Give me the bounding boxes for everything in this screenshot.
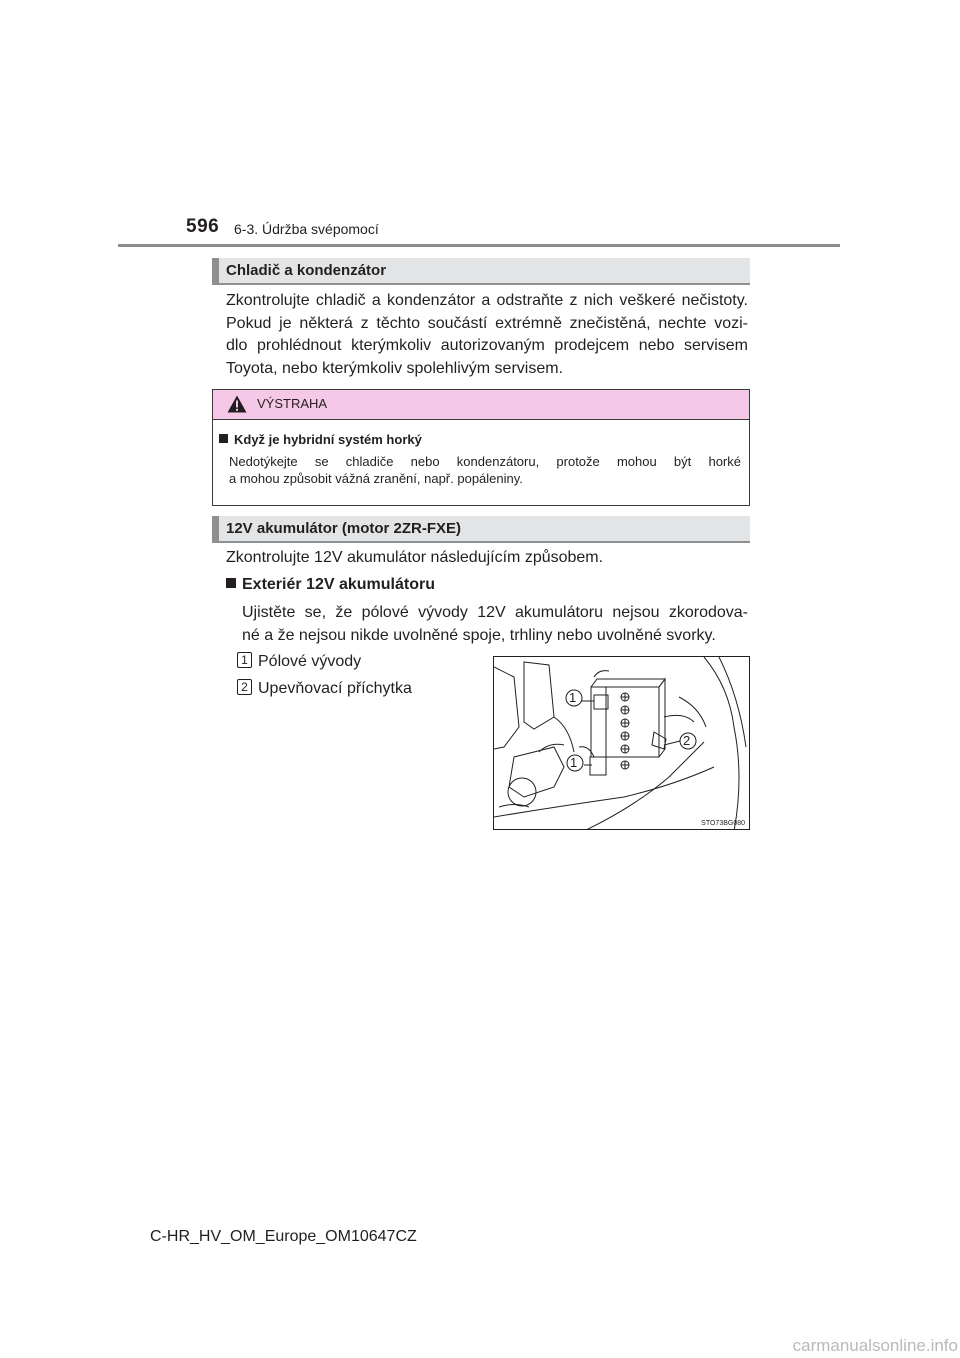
engine-bay-drawing — [494, 657, 750, 830]
legend-item — [237, 652, 361, 671]
section-bar-marker — [212, 516, 219, 541]
paragraph-line: Zkontrolujte chladič a kondenzátor a odstraňte z nich veškeré nečistoty. — [226, 292, 748, 309]
warning-line: a mohou způsobit vážná zranění, např. popáleniny. — [229, 471, 523, 486]
section-heading: 12V akumulátor (motor 2ZR-FXE) — [226, 520, 462, 537]
battery-intro: Zkontrolujte 12V akumulátor následujícím způsobem. — [226, 549, 604, 566]
number-1-icon: 1 — [237, 652, 252, 668]
paragraph-line: Ujistěte se, že pólové vývody 12V akumulátoru nejsou zkorodova- — [242, 604, 748, 621]
paragraph-line: Pokud je některá z těchto součástí extrémně znečistěná, nechte vozi- — [226, 314, 748, 332]
warning-heading — [219, 432, 422, 447]
callout-number-2: 2 — [683, 733, 691, 748]
radiator-paragraph — [226, 290, 748, 380]
subheading-text: Exteriér 12V akumulátoru — [242, 576, 435, 593]
section-heading: Chladič a kondenzátor — [226, 262, 387, 279]
section-bar-radiator — [212, 258, 750, 285]
square-bullet-icon — [226, 578, 236, 588]
warning-text — [229, 453, 741, 487]
paragraph-line: Toyota, nebo kterýmkoliv spolehlivým servisem. — [226, 359, 564, 377]
warning-triangle-icon — [227, 395, 247, 413]
paragraph-line: dlo prohlédnout kterýmkoliv autorizovaným prodejcem nebo servisem — [226, 337, 748, 354]
document-id: C-HR_HV_OM_Europe_OM10647CZ — [150, 1228, 417, 1245]
section-bar-marker — [212, 258, 219, 283]
warning-title: VÝSTRAHA — [257, 396, 328, 411]
warning-heading-text: Když je hybridní systém horký — [234, 432, 422, 447]
callout-markers — [566, 690, 696, 771]
warning-header — [213, 390, 749, 420]
watermark: carmanualsonline.info — [792, 1336, 958, 1355]
legend-label: Pólové vývody — [258, 653, 362, 670]
subheading — [226, 576, 435, 594]
warning-box — [212, 389, 750, 506]
number-2-icon: 2 — [237, 679, 252, 695]
callout-number-1: 1 — [570, 755, 578, 770]
callout-number-1: 1 — [569, 690, 577, 705]
legend-label: Upevňovací příchytka — [258, 680, 412, 697]
section-bar-battery — [212, 516, 750, 543]
warning-line: Nedotýkejte se chladiče nebo kondenzátoru, protože mohou být horké — [229, 454, 741, 469]
square-bullet-icon — [219, 434, 228, 443]
figure-code: STO73BG080 — [701, 820, 745, 827]
battery-paragraph — [242, 602, 748, 647]
section-title: 6-3. Údržba svépomocí — [234, 221, 379, 237]
page-number: 596 — [186, 216, 220, 237]
legend-item — [237, 679, 412, 698]
paragraph-line: né a že nejsou nikde uvolněné spoje, trhliny nebo uvolněné svorky. — [242, 626, 716, 644]
header-divider — [118, 244, 840, 247]
battery-illustration — [493, 656, 750, 830]
